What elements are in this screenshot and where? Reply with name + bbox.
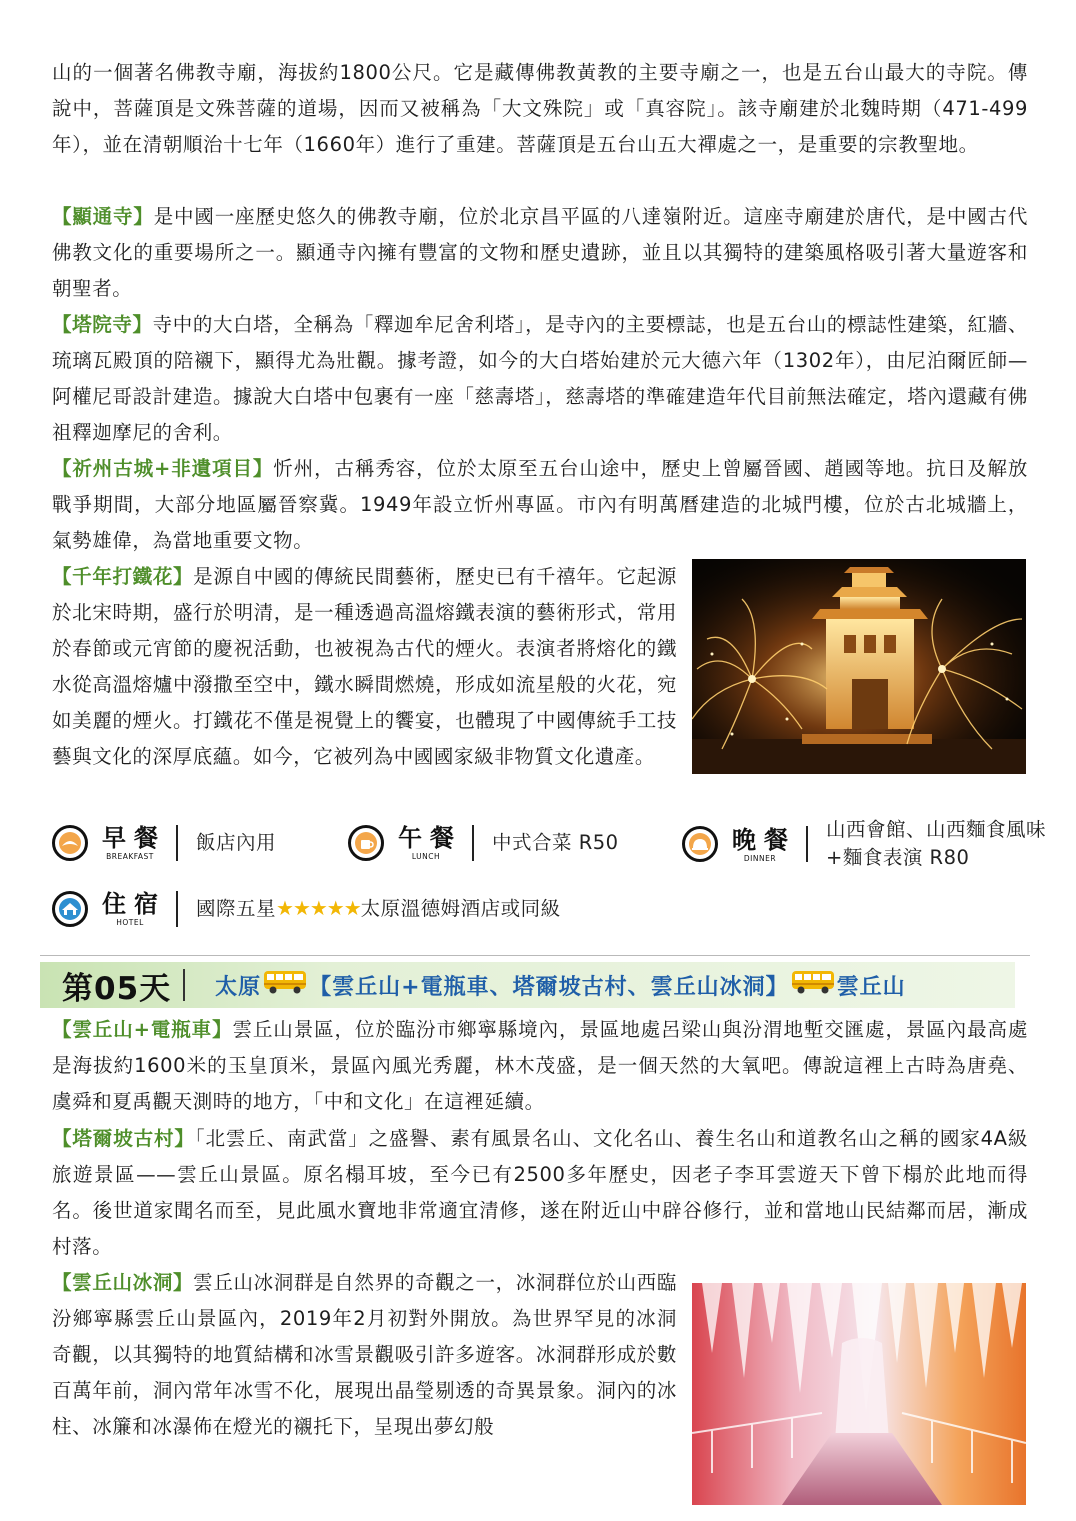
section-title: 【塔爾坡古村】 (52, 1127, 195, 1150)
section-xinzhou-old-city (52, 451, 1028, 559)
dinner-text: 山西會館、山西麵食風味+麵食表演 R80 (826, 818, 1047, 869)
divider (40, 955, 1030, 956)
section-taerpo-village (52, 1121, 1028, 1265)
breakfast-text: 飯店內用 (196, 830, 277, 854)
hotel-icon (52, 891, 88, 927)
hotel-info: 住宿 HOTEL 國際五星★★★★★太原溫德姆酒店或同級 (52, 890, 561, 927)
bus-icon (263, 969, 307, 1001)
section-iron-flowers (52, 559, 677, 775)
croissant-icon (52, 825, 88, 861)
section-title: 【祈州古城+非遺項目】 (52, 457, 274, 480)
section-body: 雲丘山冰洞群是自然界的奇觀之一，冰洞群位於山西臨汾鄉寧縣雲丘山景區內，2019年2月初對外開放。為世界罕見的冰洞奇觀，以其獨特的地質結構和冰雪景觀吸引許多遊客。冰洞群形成於數百萬年前，洞內常年冰雪不化，展現出晶瑩剔透的奇異景象。洞內的冰柱、冰簾和冰瀑佈在燈光的襯托下，呈現出夢幻般 (52, 1271, 678, 1438)
section-body: 是源自中國的傳統民間藝術，歷史已有千禧年。它起源於北宋時期，盛行於明清，是一種透過高溫熔鐵表演的藝術形式，常用於春節或元宵節的慶祝活動，也被視為古代的煙火。表演者將熔化的鐵水從高溫熔爐中潑撒至空中，鐵水瞬間燃燒，形成如流星般的火花，宛如美麗的煙火。打鐵花不僅是視覺上的饗宴，也體現了中國傳統手工技藝與文化的深厚底蘊。如今，它被列為中國國家級非物質文化遺產。 (52, 565, 678, 768)
hotel-text: 國際五星★★★★★太原溫德姆酒店或同級 (196, 896, 561, 920)
dinner-info: 晚餐 DINNER 山西會館、山西麵食風味+麵食表演 R80 (682, 816, 1046, 872)
section-xiantong-temple (52, 199, 1028, 307)
bus-icon (791, 969, 835, 1001)
breakfast-info: 早餐 BREAKFAST 飯店內用 (52, 824, 276, 861)
section-title: 【雲丘山+電瓶車】 (52, 1018, 233, 1041)
section-title: 【顯通寺】 (52, 205, 154, 228)
section-title: 【雲丘山冰洞】 (52, 1271, 194, 1294)
section-title: 【千年打鐵花】 (52, 565, 194, 588)
lunch-info: 午餐 LUNCH 中式合菜 R50 (348, 824, 619, 861)
section-tayuan-temple (52, 307, 1028, 451)
section-ice-cave (52, 1265, 677, 1445)
day-label: 第05天 (62, 970, 172, 1007)
section-body: 寺中的大白塔，全稱為「釋迦牟尼舍利塔」，是寺內的主要標誌，也是五台山的標誌性建築，紅牆、琉璃瓦殿頂的陪襯下，顯得尤為壯觀。據考證，如今的大白塔始建於元大德六年（1302年），由尼泊爾匠師—阿權尼哥設計建造。據說大白塔中包裹有一座「慈壽塔」，慈壽塔的準確建造年代目前無法確定，塔內還藏有佛祖釋迦摩尼的舍利。 (52, 313, 1028, 444)
section-yunqiu-mountain (52, 1012, 1028, 1120)
day5-header (40, 962, 1015, 1008)
ice-cave-photo (692, 1283, 1026, 1505)
iron-flower-photo (692, 559, 1026, 774)
cloche-icon (682, 826, 718, 862)
section-body: 是中國一座歷史悠久的佛教寺廟，位於北京昌平區的八達嶺附近。這座寺廟建於唐代，是中國古代佛教文化的重要場所之一。顯通寺內擁有豐富的文物和歷史遺跡，並且以其獨特的建築風格吸引著大量遊客和朝聖者。 (52, 205, 1028, 300)
section-body: 忻州，古稱秀容，位於太原至五台山途中，歷史上曾屬晉國、趙國等地。抗日及解放戰爭期間，大部分地區屬晉察冀。1949年設立忻州專區。市內有明萬曆建造的北城門樓，位於古北城牆上，氣勢雄偉，為當地重要文物。 (52, 457, 1028, 552)
coffee-cup-icon (348, 825, 384, 861)
intro-paragraph: 山的一個著名佛教寺廟，海拔約1800公尺。它是藏傳佛教黃教的主要寺廟之一，也是五台山最大的寺院。傳說中，菩薩頂是文殊菩薩的道場，因而又被稱為「大文殊院」或「真容院」。該寺廟建於北魏時期（471-499年），並在清朝順治十七年（1660年）進行了重建。菩薩頂是五台山五大禪處之一，是重要的宗教聖地。 (52, 61, 1028, 156)
star-rating: ★★★★★ (276, 896, 361, 920)
lunch-text: 中式合菜 R50 (492, 830, 619, 854)
section-body: 雲丘山景區，位於臨汾市鄉寧縣境內，景區地處呂梁山與汾渭地塹交匯處，景區內最高處是海拔約1600米的玉皇頂米，景區內風光秀麗，林木茂盛，是一個天然的大氧吧。傳說這裡上古時為唐堯、虞舜和夏禹觀天測時的地方，「中和文化」在這裡延續。 (52, 1018, 1028, 1113)
section-title: 【塔院寺】 (52, 313, 153, 336)
section-body: 「北雲丘、南武當」之盛譽、素有風景名山、文化名山、養生名山和道教名山之稱的國家4A級旅遊景區——雲丘山景區。原名榻耳坡，至今已有2500多年歷史，因老子李耳雲遊天下曾下榻於此地而得名。後世道家聞名而至，見此風水寶地非常適宜清修，遂在附近山中辟谷修行，並和當地山民結鄰而居，漸成村落。 (52, 1127, 1029, 1258)
day-route: 太原 【雲丘山+電瓶車、塔爾坡古村、雲丘山冰洞】 雲丘山 (215, 969, 905, 1001)
